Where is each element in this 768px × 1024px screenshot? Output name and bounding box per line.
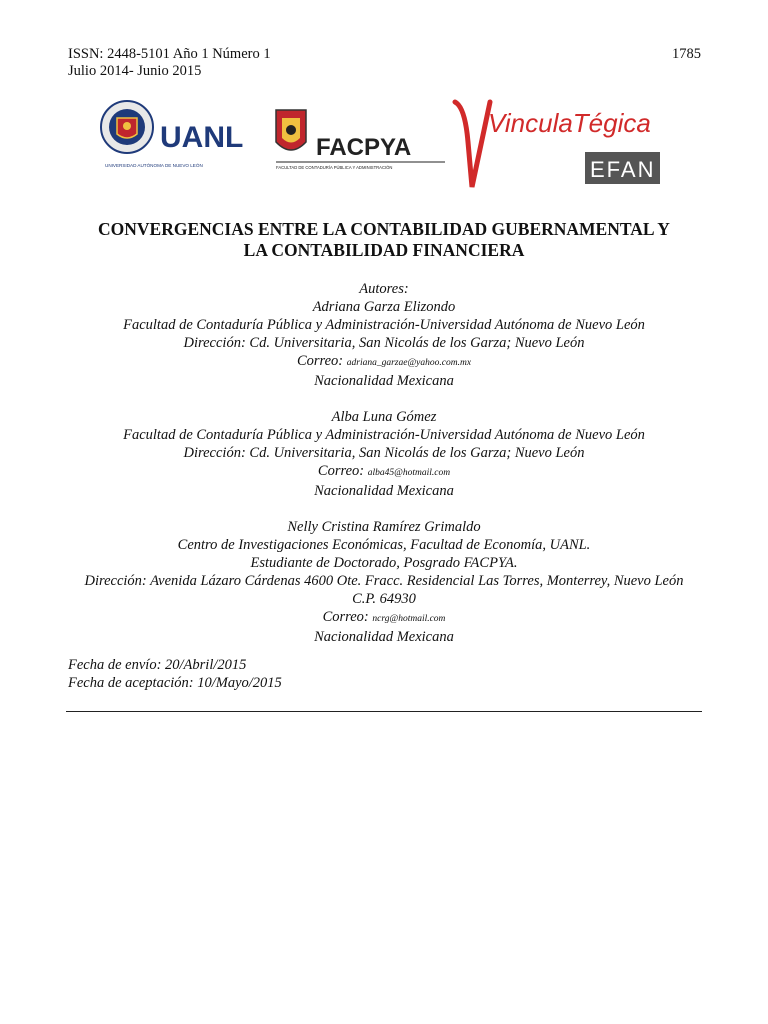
author-postal: C.P. 64930 [352, 591, 416, 607]
uanl-logo-subtext: UNIVERSIDAD AUTÓNOMA DE NUEVO LEÓN [105, 163, 203, 168]
author-nationality: Nacionalidad Mexicana [314, 629, 454, 645]
author-address: Dirección: Cd. Universitaria, San Nicolás de los Garza; Nuevo León [183, 335, 585, 351]
email-label: Correo: [322, 609, 369, 625]
dates-block [68, 656, 282, 692]
issn-line: ISSN: 2448-5101 Año 1 Número 1 [68, 46, 271, 62]
facpya-logo-text: FACPYA [316, 134, 412, 161]
author-nationality: Nacionalidad Mexicana [314, 373, 454, 389]
period-line: Julio 2014- Junio 2015 [68, 63, 202, 79]
paper-title [40, 219, 728, 261]
author-affiliation: Facultad de Contaduría Pública y Administración-Universidad Autónoma de Nuevo León [123, 317, 645, 333]
author-affiliation: Centro de Investigaciones Económicas, Facultad de Economía, UANL. [177, 537, 591, 553]
logo-strip [100, 92, 680, 192]
author-email-line [40, 352, 728, 372]
author-name: Nelly Cristina Ramírez Grimaldo [287, 519, 481, 535]
vinculategica-logo-text: VinculaTégica [488, 108, 651, 138]
journal-header [68, 46, 271, 80]
page-number: 1785 [672, 46, 701, 62]
authors-block [40, 280, 728, 646]
facpya-logo-subtext: FACULTAD DE CONTADURÍA PÚBLICA Y ADMINISTRACIÓN [276, 165, 393, 170]
author-address: Dirección: Avenida Lázaro Cárdenas 4600 Ote. Fracc. Residencial Las Torres, Monterrey, Nuevo León [84, 573, 684, 589]
author-email-line [40, 608, 728, 628]
author-email: alba45@hotmail.com [367, 468, 451, 478]
date-accepted: Fecha de aceptación: 10/Mayo/2015 [68, 675, 282, 691]
author-address: Dirección: Cd. Universitaria, San Nicolás de los Garza; Nuevo León [183, 445, 585, 461]
vinculategica-v-icon [455, 102, 490, 187]
paper-title-line-2: LA CONTABILIDAD FINANCIERA [243, 240, 525, 260]
author-name: Alba Luna Gómez [331, 409, 437, 425]
author-extra: Estudiante de Doctorado, Posgrado FACPYA. [250, 555, 518, 571]
email-label: Correo: [317, 463, 365, 479]
author-email-line [40, 462, 728, 482]
author-email: adriana_garzae@yahoo.com.mx [346, 358, 472, 368]
author-email: ncrg@hotmail.com [372, 614, 446, 624]
paper-title-line-1: CONVERGENCIAS ENTRE LA CONTABILIDAD GUBERNAMENTAL Y [98, 219, 670, 239]
date-sent: Fecha de envío: 20/Abril/2015 [68, 657, 247, 673]
authors-label: Autores: [359, 281, 409, 297]
author-name: Adriana Garza Elizondo [312, 299, 456, 315]
author-affiliation: Facultad de Contaduría Pública y Administración-Universidad Autónoma de Nuevo León [123, 427, 645, 443]
email-label: Correo: [296, 353, 344, 369]
author-nationality: Nacionalidad Mexicana [314, 483, 454, 499]
facpya-shield-icon [276, 110, 306, 150]
uanl-seal-icon [101, 101, 153, 153]
section-divider [66, 711, 702, 712]
uanl-logo-text: UANL [160, 121, 244, 154]
efan-logo-text: EFAN [590, 157, 656, 182]
